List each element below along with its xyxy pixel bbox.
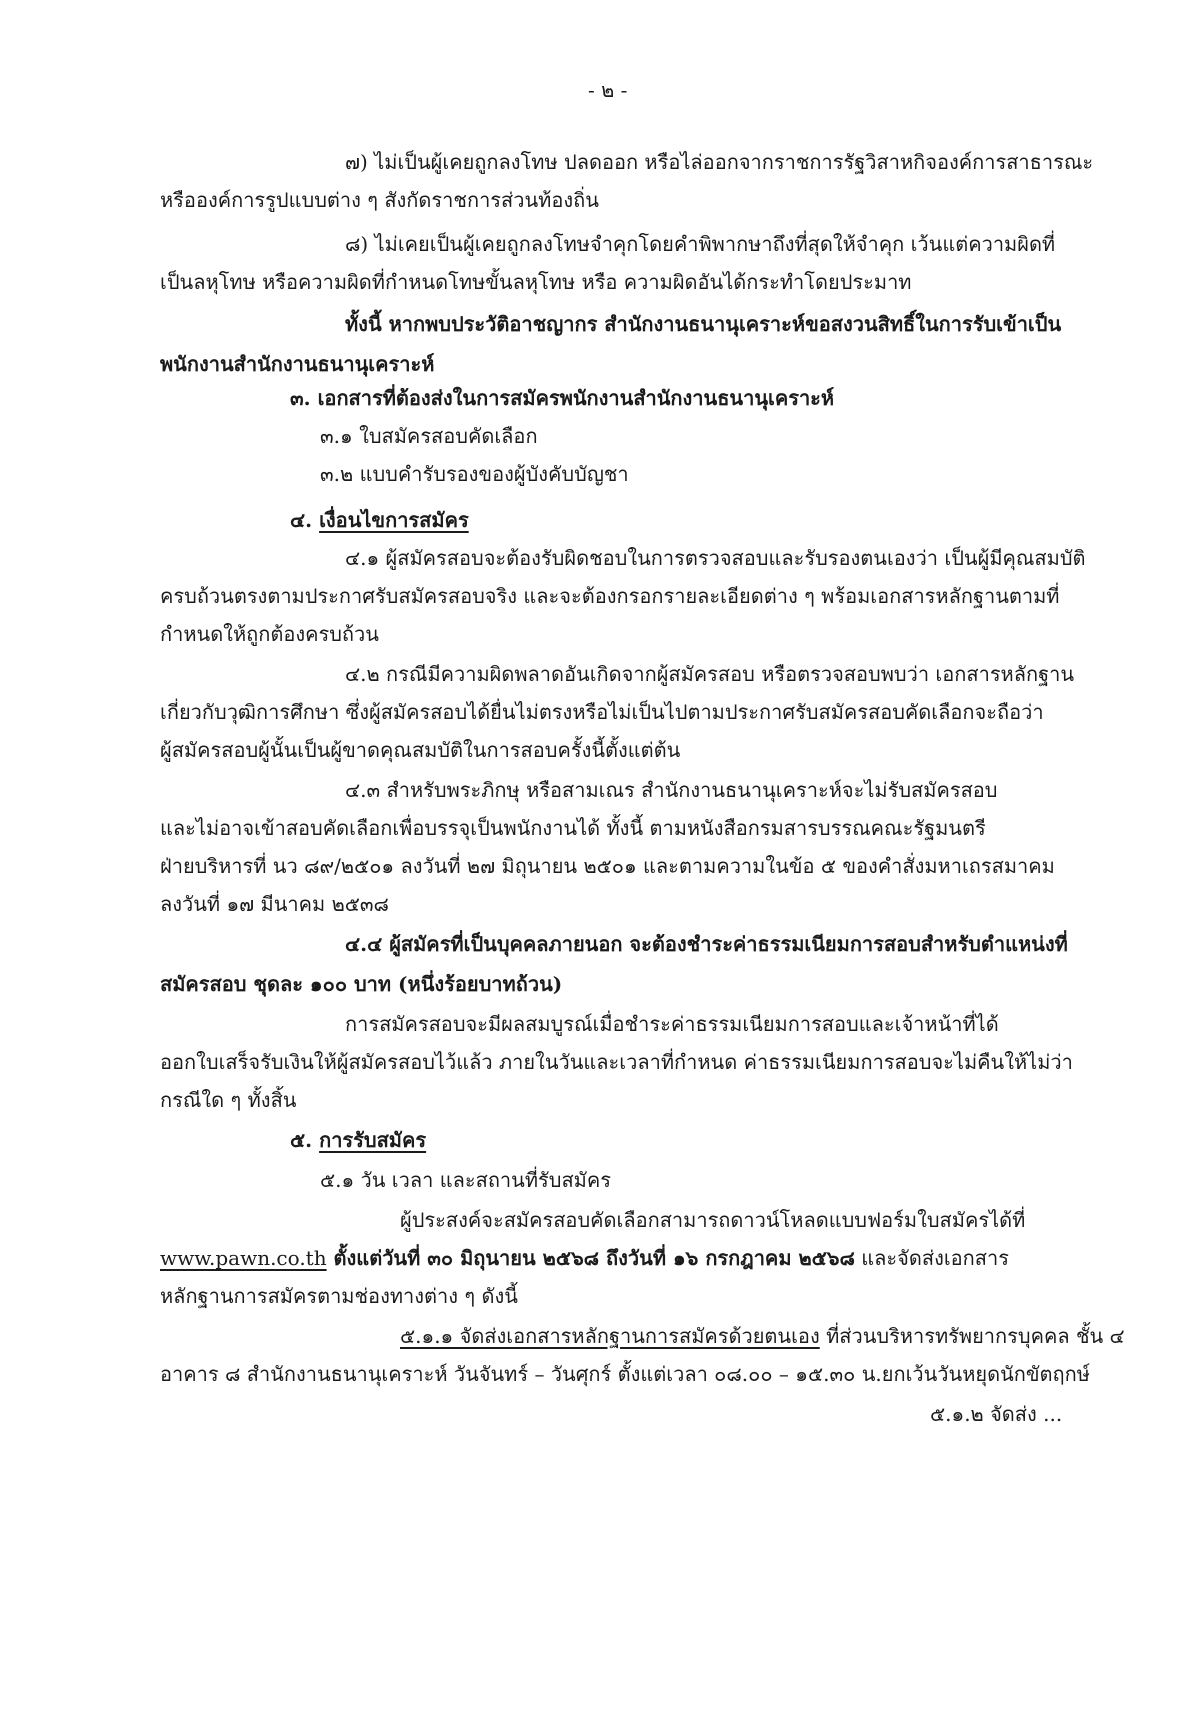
line-rest: และจัดส่งเอกสาร bbox=[854, 1246, 1009, 1270]
paragraph-line: หลักฐานการสมัครตามช่องทางต่าง ๆ ดังนี้ bbox=[160, 1284, 518, 1308]
application-period: ตั้งแต่วันที่ ๓๐ มิถุนายน ๒๕๖๘ ถึงวันที่ ๑๖ กรกฎาคม ๒๕๖๘ bbox=[326, 1246, 855, 1270]
paragraph-line: หรือองค์การรูปแบบต่าง ๆ สังกัดราชการส่วนท้องถิ่น bbox=[160, 188, 599, 212]
list-item: ๓.๒ แบบคำรับรองของผู้บังคับบัญชา bbox=[320, 462, 629, 486]
paragraph-line: ลงวันที่ ๑๗ มีนาคม ๒๕๓๘ bbox=[160, 892, 389, 916]
paragraph-line: กำหนดให้ถูกต้องครบถ้วน bbox=[160, 622, 379, 646]
section-4-title: เงื่อนไขการสมัคร bbox=[319, 508, 469, 532]
section-3-heading: ๓. เอกสารที่ต้องส่งในการสมัครพนักงานสำนักงานธนานุเคราะห์ bbox=[290, 386, 835, 410]
paragraph-line: ๔.๑ ผู้สมัครสอบจะต้องรับผิดชอบในการตรวจสอบและรับรองตนเองว่า เป็นผู้มีคุณสมบัติ bbox=[345, 546, 1086, 570]
section-5-title: การรับสมัคร bbox=[319, 1128, 427, 1152]
paragraph-line-bold: สมัครสอบ ชุดละ ๑๐๐ บาท (หนึ่งร้อยบาทถ้วน) bbox=[160, 972, 563, 996]
continuation-marker: ๕.๑.๒ จัดส่ง ... bbox=[930, 1402, 1063, 1426]
section-4-heading bbox=[290, 506, 469, 534]
paragraph-line: ๔.๒ กรณีมีความผิดพลาดอันเกิดจากผู้สมัครสอบ หรือตรวจสอบพบว่า เอกสารหลักฐาน bbox=[345, 662, 1075, 686]
paragraph-line: ฝ่ายบริหารที่ นว ๘๙/๒๕๐๑ ลงวันที่ ๒๗ มิถุนายน ๒๕๐๑ และตามความในข้อ ๕ ของคำสั่งมหาเถรสมาคม bbox=[160, 854, 1055, 878]
paragraph-line bbox=[160, 1244, 1009, 1272]
paragraph-line: และไม่อาจเข้าสอบคัดเลือกเพื่อบรรจุเป็นพนักงานได้ ทั้งนี้ ตามหนังสือกรมสารบรรณคณะรัฐมนตรี bbox=[160, 816, 986, 840]
paragraph-line: ผู้สมัครสอบผู้นั้นเป็นผู้ขาดคุณสมบัติในการสอบครั้งนี้ตั้งแต่ต้น bbox=[160, 738, 681, 762]
paragraph-line: ๘) ไม่เคยเป็นผู้เคยถูกลงโทษจำคุกโดยคำพิพากษาถึงที่สุดให้จำคุก เว้นแต่ความผิดที่ bbox=[345, 232, 1056, 256]
list-item: ๕.๑ วัน เวลา และสถานที่รับสมัคร bbox=[320, 1168, 611, 1192]
paragraph-line-bold: พนักงานสำนักงานธนานุเคราะห์ bbox=[160, 352, 435, 376]
paragraph-line: เกี่ยวกับวุฒิการศึกษา ซึ่งผู้สมัครสอบได้ยื่นไม่ตรงหรือไม่เป็นไปตามประกาศรับสมัครสอบคัดเลือกจะถือว่า bbox=[160, 700, 1044, 724]
paragraph-line: ผู้ประสงค์จะสมัครสอบคัดเลือกสามารถดาวน์โหลดแบบฟอร์มใบสมัครได้ที่ bbox=[400, 1208, 1026, 1232]
section-5-number: ๕. bbox=[290, 1128, 313, 1152]
section-5-heading bbox=[290, 1126, 426, 1154]
paragraph-line: ๔.๓ สำหรับพระภิกษุ หรือสามเณร สำนักงานธนานุเคราะห์จะไม่รับสมัครสอบ bbox=[345, 778, 998, 802]
website-link[interactable]: www.pawn.co.th bbox=[160, 1246, 327, 1270]
paragraph-line-bold: ทั้งนี้ หากพบประวัติอาชญากร สำนักงานธนานุเคราะห์ขอสงวนสิทธิ์ในการรับเข้าเป็น bbox=[345, 312, 1062, 336]
paragraph-line-bold: ๔.๔ ผู้สมัครที่เป็นบุคคลภายนอก จะต้องชำระค่าธรรมเนียมการสอบสำหรับตำแหน่งที่ bbox=[345, 932, 1068, 956]
line-rest: ที่ส่วนบริหารทรัพยากรบุคคล ชั้น ๔ bbox=[819, 1324, 1125, 1348]
paragraph-line: ครบถ้วนตรงตามประกาศรับสมัครสอบจริง และจะต้องกรอกรายละเอียดต่าง ๆ พร้อมเอกสารหลักฐานตามที่ bbox=[160, 584, 1060, 608]
section-4-number: ๔. bbox=[290, 508, 313, 532]
list-item: ๓.๑ ใบสมัครสอบคัดเลือก bbox=[320, 424, 538, 448]
paragraph-line: ๗) ไม่เป็นผู้เคยถูกลงโทษ ปลดออก หรือไล่ออกจากราชการรัฐวิสาหกิจองค์การสาธารณะ bbox=[345, 150, 1094, 174]
paragraph-line bbox=[400, 1322, 1125, 1350]
page-number: - ๒ - bbox=[588, 78, 628, 102]
paragraph-line: เป็นลหุโทษ หรือความผิดที่กำหนดโทษขั้นลหุโทษ หรือ ความผิดอันได้กระทำโดยประมาท bbox=[160, 270, 912, 294]
paragraph-line: ออกใบเสร็จรับเงินให้ผู้สมัครสอบไว้แล้ว ภายในวันและเวลาที่กำหนด ค่าธรรมเนียมการสอบจะไม่คืนให้ไม่ว่า bbox=[160, 1050, 1073, 1074]
subsection-title: ๕.๑.๑ จัดส่งเอกสารหลักฐานการสมัครด้วยตนเอง bbox=[400, 1324, 820, 1348]
paragraph-line: กรณีใด ๆ ทั้งสิ้น bbox=[160, 1088, 297, 1112]
paragraph-line: อาคาร ๘ สำนักงานธนานุเคราะห์ วันจันทร์ – วันศุกร์ ตั้งแต่เวลา ๐๘.๐๐ – ๑๕.๓๐ น.ยกเว้นวันหยุดนักขัตฤกษ์ bbox=[160, 1362, 1090, 1386]
paragraph-line: การสมัครสอบจะมีผลสมบูรณ์เมื่อชำระค่าธรรมเนียมการสอบและเจ้าหน้าที่ได้ bbox=[345, 1012, 999, 1036]
